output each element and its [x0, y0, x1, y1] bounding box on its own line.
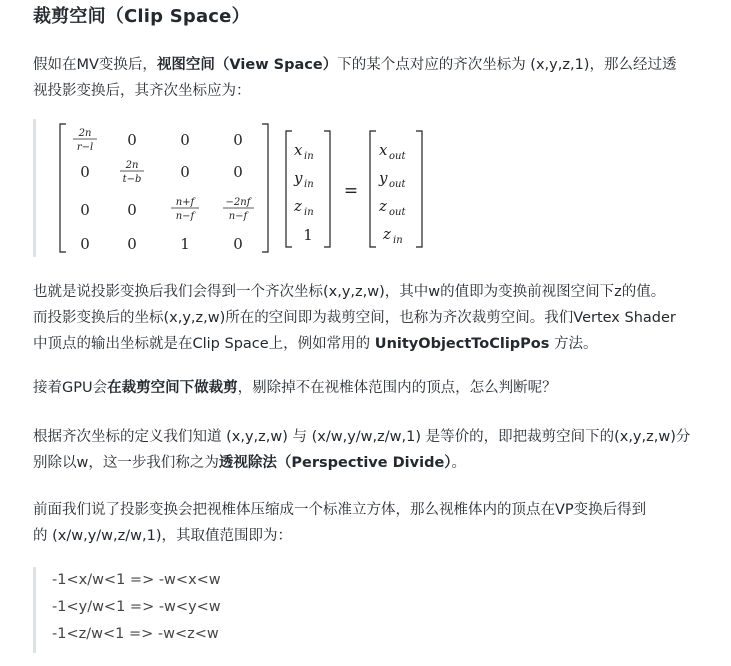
vector-out-w [382, 225, 403, 246]
matrix-left-bracket [60, 124, 66, 252]
p1-text-d: 视投影变换后，其齐次坐标应为： [33, 83, 251, 99]
svg-text:in: in [304, 179, 314, 190]
vector-in-w: 1 [303, 226, 313, 244]
p2-line-2: 而投影变换后的坐标(x,y,z,w)所在的空间即为裁剪空间，也称为齐次裁剪空间。我们Vertex Shader [33, 310, 676, 326]
svg-text:in: in [304, 151, 314, 162]
svg-text:r−l: r−l [76, 142, 94, 153]
equals-sign: = [343, 181, 359, 201]
svg-text:z: z [379, 197, 387, 215]
svg-text:z: z [294, 197, 302, 215]
svg-text:y: y [379, 169, 388, 187]
vector-out-x [379, 141, 406, 162]
projection-matrix-equation [36, 119, 436, 257]
matrix-r4c3: 1 [180, 235, 190, 253]
svg-text:y: y [294, 169, 303, 187]
matrix-r3c2: 0 [127, 201, 137, 219]
svg-text:x: x [294, 141, 303, 159]
svg-text:2n: 2n [125, 160, 139, 171]
p4-line-2a: 别除以w，这一步我们称之为 [33, 455, 219, 471]
paragraph-view-space [33, 52, 723, 104]
matrix-r4c1: 0 [80, 235, 90, 253]
p4-bold-perspective-divide: 透视除法（Perspective Divide） [218, 455, 452, 471]
matrix-r3c4 [223, 197, 254, 222]
matrix-right-bracket [262, 124, 268, 252]
p2-bold-unity-func: UnityObjectToClipPos [374, 336, 550, 352]
paragraph-perspective-divide [33, 424, 723, 476]
matrix-r2c4: 0 [233, 163, 243, 181]
matrix-r2c3: 0 [180, 163, 190, 181]
vector-out-y [378, 169, 406, 190]
svg-text:2n: 2n [78, 128, 92, 139]
p2-line-3c: 方法。 [549, 336, 598, 352]
svg-text:out: out [389, 207, 406, 218]
projection-matrix-block [33, 119, 436, 257]
vector-in-z [293, 197, 314, 218]
range-line-x: -1<x/w<1 => -w<x<w [52, 572, 221, 588]
svg-text:x: x [379, 141, 388, 159]
vector-out-left-bracket [370, 131, 376, 247]
svg-text:in: in [393, 235, 403, 246]
vector-in-y [293, 169, 314, 190]
matrix-r2c1: 0 [80, 163, 90, 181]
p1-text-c: 下的某个点对应的齐次坐标为 (x,y,z,1)，那么经过透 [337, 57, 677, 73]
matrix-r3c1: 0 [80, 201, 90, 219]
matrix-r1c2: 0 [127, 131, 137, 149]
p1-text-a: 假如在MV变换后， [33, 57, 157, 73]
range-line-y: -1<y/w<1 => -w<y<w [52, 599, 221, 615]
paragraph-clip-space [33, 279, 723, 357]
matrix-r2c2 [120, 160, 144, 185]
svg-text:t−b: t−b [122, 174, 142, 185]
vector-in-x [294, 141, 314, 162]
vector-in-left-bracket [286, 131, 292, 247]
p4-line-2c: 。 [451, 455, 467, 471]
p3-text-a: 接着GPU会 [33, 380, 108, 396]
matrix-r1c4: 0 [233, 131, 243, 149]
svg-text:out: out [389, 151, 406, 162]
p1-bold-view-space: 视图空间（View Space） [156, 57, 338, 73]
section-heading: 裁剪空间（Clip Space） [33, 6, 250, 27]
svg-text:z: z [383, 225, 391, 243]
matrix-r1c3: 0 [180, 131, 190, 149]
matrix-r3c3 [171, 197, 199, 222]
p2-line-3a: 中顶点的输出坐标就是在Clip Space上，例如常用的 [33, 336, 375, 352]
p3-bold-clip: 在裁剪空间下做裁剪 [107, 380, 238, 396]
vector-out-right-bracket [416, 131, 422, 247]
matrix-r4c4: 0 [233, 235, 243, 253]
p5-line-1: 前面我们说了投影变换会把视椎体压缩成一个标准立方体，那么视椎体内的顶点在VP变换后得到 [33, 502, 647, 518]
svg-text:−2nf: −2nf [225, 197, 251, 208]
svg-text:in: in [304, 207, 314, 218]
paragraph-ndc-range [33, 497, 723, 549]
svg-text:n+f: n+f [175, 197, 195, 208]
svg-text:n−f: n−f [228, 211, 248, 222]
svg-text:n−f: n−f [175, 211, 195, 222]
vector-in-right-bracket [324, 131, 330, 247]
svg-text:out: out [389, 179, 406, 190]
vector-out-z [378, 197, 406, 218]
matrix-r1c1 [73, 128, 97, 153]
p2-line-1: 也就是说投影变换后我们会得到一个齐次坐标(x,y,z,w)，其中w的值即为变换前视图空间下z的值。 [33, 284, 666, 300]
range-blockquote [33, 567, 336, 653]
p3-text-c: ，剔除掉不在视椎体范围内的顶点，怎么判断呢？ [237, 380, 557, 396]
paragraph-gpu-clipping [33, 375, 723, 401]
p5-line-2: 的 (x/w,y/w,z/w,1)，其取值范围即为： [33, 528, 292, 544]
matrix-r4c2: 0 [127, 235, 137, 253]
p4-line-1: 根据齐次坐标的定义我们知道 (x,y,z,w) 与 (x/w,y/w,z/w,1) 是等价的，即把裁剪空间下的(x,y,z,w)分 [33, 429, 691, 445]
range-line-z: -1<z/w<1 => -w<z<w [52, 626, 219, 642]
